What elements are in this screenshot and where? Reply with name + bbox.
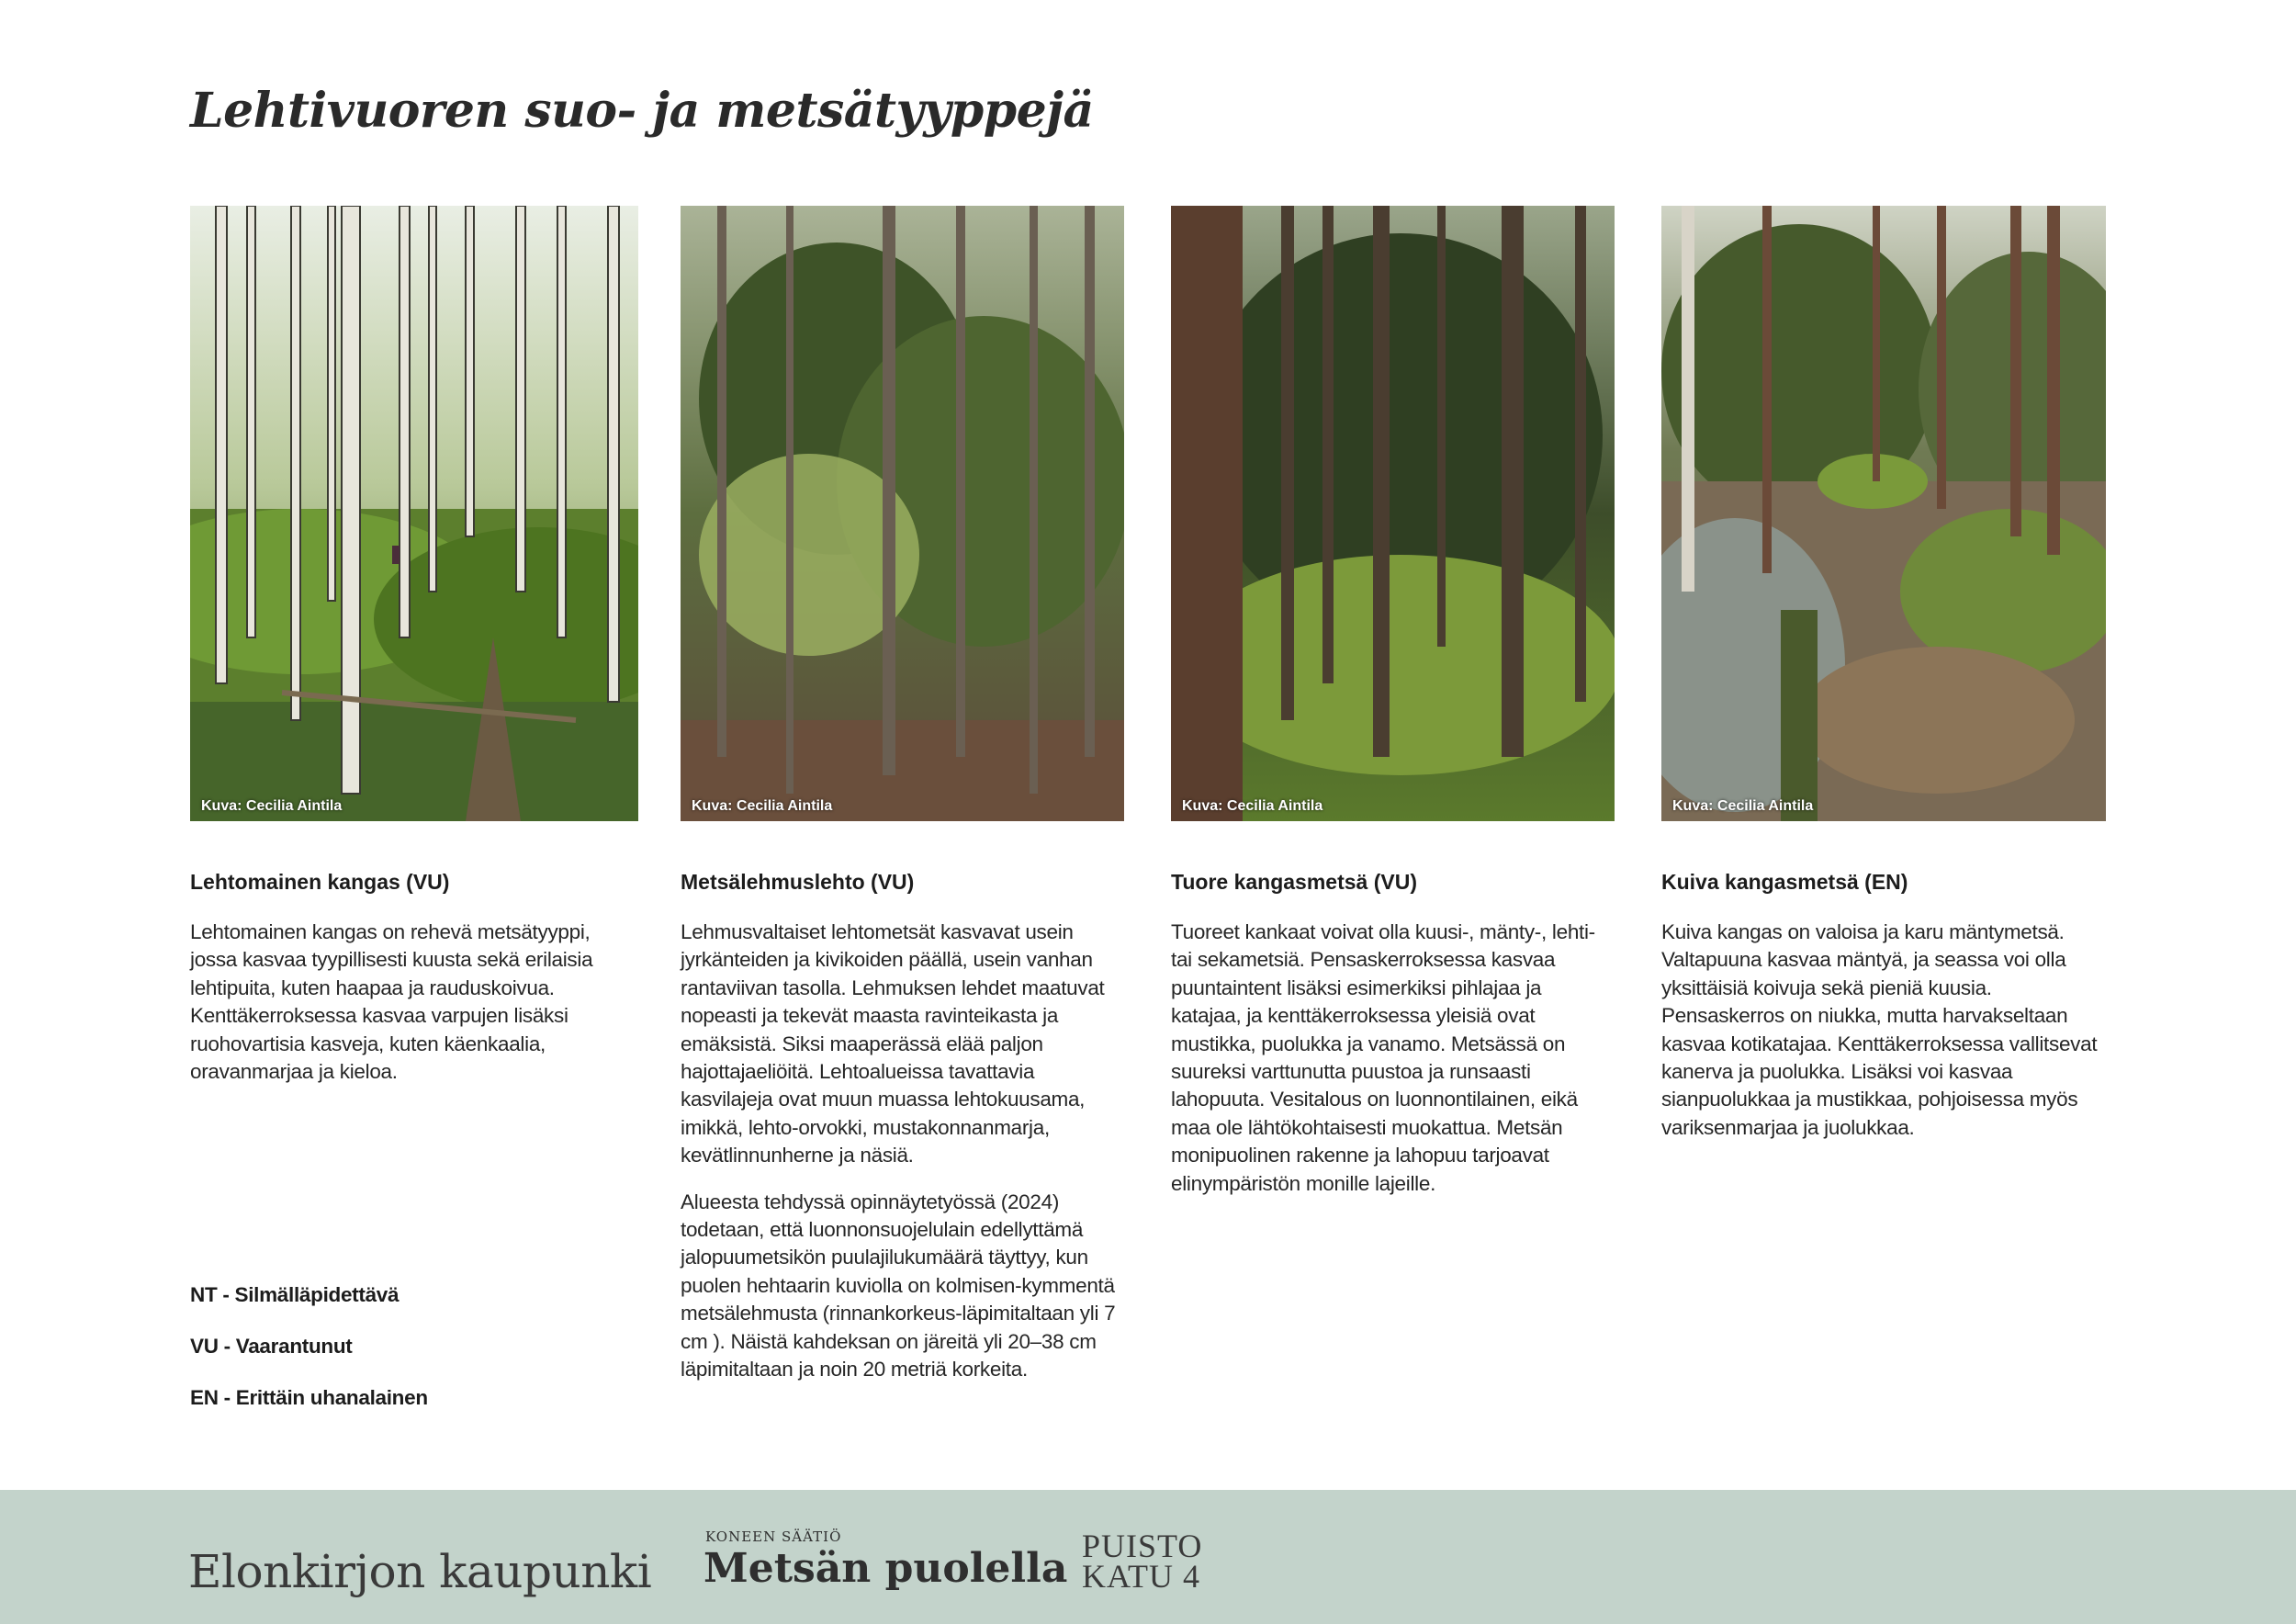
legend-item-nt: NT - Silmälläpidettävä (190, 1283, 400, 1306)
page-title: Lehtivuoren suo- ja metsätyyppejä (190, 83, 1094, 139)
photo-credit: Kuva: Cecilia Aintila (1182, 798, 1323, 814)
spruce-forest-image (1171, 206, 1615, 821)
puistokatu-logo-line2: KATU 4 (1082, 1558, 1200, 1595)
footer-bar (0, 1490, 2296, 1624)
forest-photo-2 (681, 206, 1124, 821)
pine-forest-image (1661, 206, 2106, 821)
elonkirjon-kaupunki-logo: Elonkirjon kaupunki (188, 1545, 652, 1598)
forest-type-description: Kuiva kangas on valoisa ja karu mäntymetsä. Valtapuuna kasvaa mäntyä, ja seassa voi olla yksittäisiä koivuja sekä pieniä kuusia. Pensaskerros on niukka, mutta harvakseltaan kasvaa kotikatajaa. Kenttäkerroksessa vallitsevat kanerva ja puolukka. Lisäksi voi kasvaa sianpuolukkaa ja mustikkaa, pohjoisessa myös variksenmarjaa ja juolukkaa. (1661, 920, 2098, 1139)
legend-item-vu: VU - Vaarantunut (190, 1335, 353, 1358)
metsan-puolella-logo: Metsän puolella (703, 1545, 1068, 1592)
forest-type-heading: Kuiva kangasmetsä (EN) (1661, 870, 1908, 894)
forest-photo-3 (1171, 206, 1615, 821)
forest-type-heading: Metsälehmuslehto (VU) (681, 870, 915, 894)
forest-type-card-3 (1171, 206, 1615, 1198)
photo-credit: Kuva: Cecilia Aintila (1672, 798, 1814, 814)
forest-type-description: Tuoreet kankaat voivat olla kuusi-, mänty-, lehti- tai sekametsiä. Pensaskerroksessa kasvaa puuntaintent lisäksi esimerkiksi pihlajaa ja katajaa, ja kenttäkerroksessa yleisiä ovat mustikka, puolukka ja vanamo. Metsässä on suureksi varttunutta puustoa ja runsaasti lahopuuta. Vesitalous on luonnontilainen, eikä maa ole lähtökohtaisesti muokattua. Metsän monipuolinen rakenne ja lahopuu tarjoavat elinympäristön monille lajeille. (1171, 920, 1595, 1195)
photo-credit: Kuva: Cecilia Aintila (692, 798, 833, 814)
legend-item-en: EN - Erittäin uhanalainen (190, 1386, 428, 1409)
forest-photo-4 (1661, 206, 2106, 821)
forest-type-heading: Tuore kangasmetsä (VU) (1171, 870, 1417, 894)
threat-category-legend (190, 1281, 428, 1436)
forest-type-description: Lehtomainen kangas on rehevä metsätyyppi, jossa kasvaa tyypillisesti kuusta sekä erilaisia lehtipuita, kuten haapaa ja rauduskoivua. Kenttäkerroksessa kasvaa varpujen lisäksi ruohovartisia kasveja, kuten käenkaalia, oravanmarjaa ja kieloa. (190, 920, 593, 1084)
koneen-saatio-label: KONEEN SÄÄTIÖ (705, 1528, 842, 1545)
linden-grove-image (681, 206, 1124, 821)
forest-type-card-4 (1661, 206, 2106, 1142)
photo-credit: Kuva: Cecilia Aintila (201, 798, 343, 814)
forest-type-description: Lehmusvaltaiset lehtometsät kasvavat usein jyrkänteiden ja kivikoiden päällä, usein vanhan rantaviivan tasolla. Lehmuksen lehdet maatuvat nopeasti ja tekevät maasta ravinteikasta ja emäksistä. Siksi maaperässä elää paljon hajottajaeliöitä. Lehtoalueissa tavattavia kasvilajeja ovat muun muassa lehtokuusama, imikkä, lehto-orvokki, mustakonnanmarja, kevätlinnunherne ja näsiä. (681, 920, 1105, 1167)
forest-type-card-1 (190, 206, 638, 1086)
forest-photo-1 (190, 206, 638, 821)
forest-type-card-2 (681, 206, 1124, 1384)
birch-forest-image (190, 206, 638, 821)
puistokatu-logo-line1: PUISTO (1082, 1528, 1203, 1564)
forest-type-heading: Lehtomainen kangas (VU) (190, 870, 450, 894)
forest-type-note: Alueesta tehdyssä opinnäytetyössä (2024) todetaan, että luonnonsuojelulain edellyttämä jalopuumetsikön puulajilukumäärä täyttyy, kun puolen hehtaarin kuviolla on kolmisen-kymmentä metsälehmusta (rinnankorkeus-läpimitaltaan yli 7 cm ). Näistä kahdeksan on järeitä yli 20–38 cm läpimitaltaan ja noin 20 metriä korkeita. (681, 1190, 1116, 1382)
